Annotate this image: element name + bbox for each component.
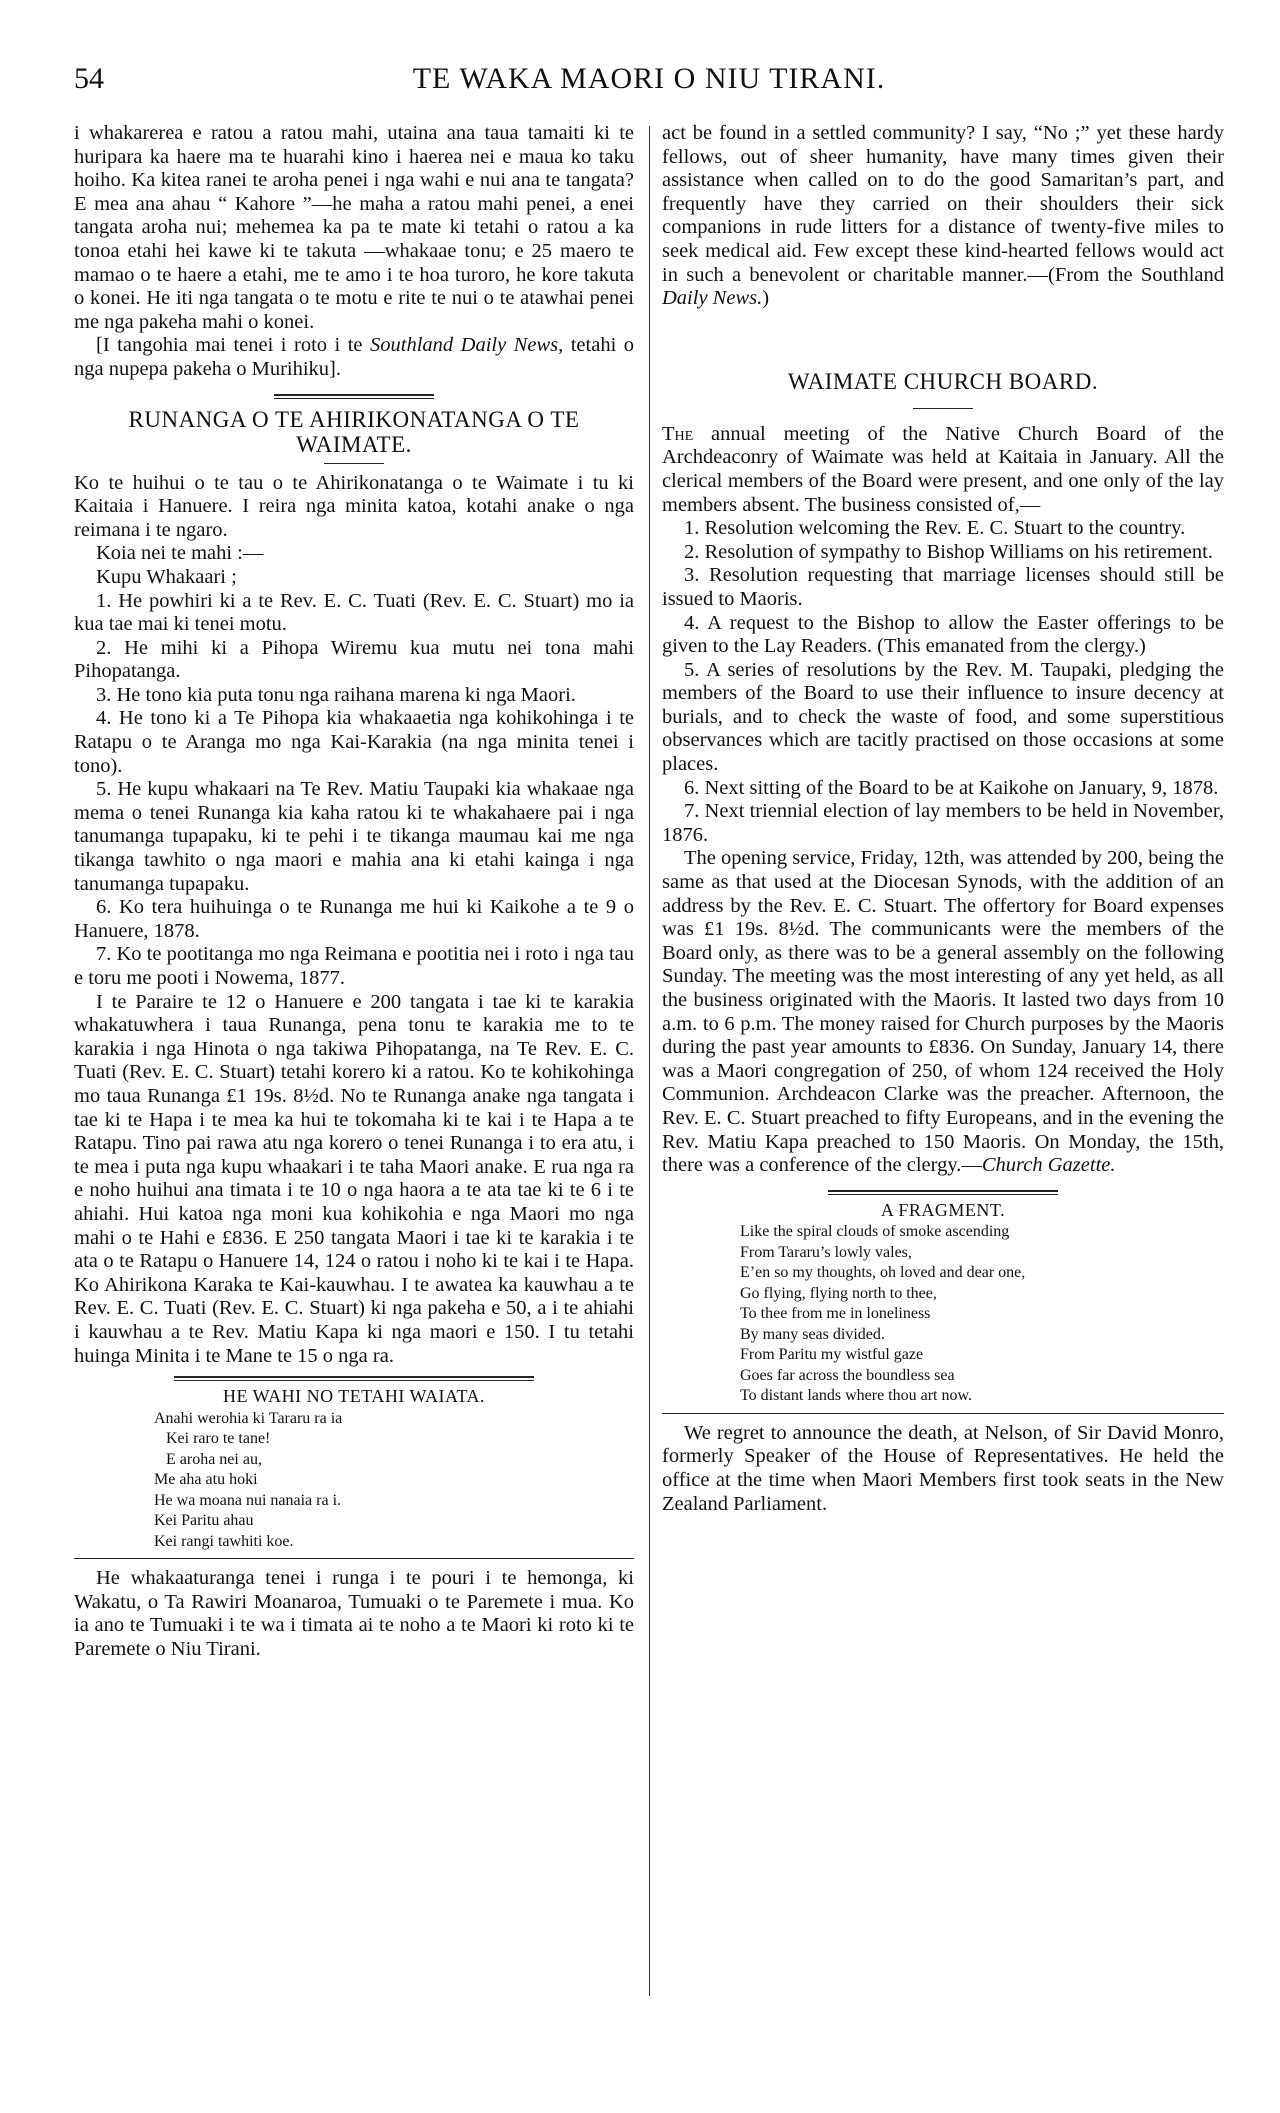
poem-line: Kei Paritu ahau <box>154 1512 254 1530</box>
left-column <box>74 122 634 1662</box>
right-column <box>662 122 1224 1516</box>
closing-text: The opening service, Friday, 12th, was attended by 200, being the same as that used at the Diocesan Synods, with the addition of an address by the Rev. E. C. Stuart. The offertory for Board expenses was £1 19s. 8½d. The communicants were the members of the Board only, as there was to be a general assembly on the following Sunday. The meeting was the most interesting of any yet held, as all the business originated with the Maoris. It lasted two days from 10 a.m. to 6 p.m. The money raised for Church purposes by the Maoris during the past year amounts to £836. On Sunday, January 14, there was a Maori congregation of 250, of whom 124 received the Holy Communion. Archdeacon Clarke was the preacher. Afternoon, the Rev. E. C. Stuart preached to fifty Europeans, and in the evening the Rev. Matiu Kapa preached to 150 Maoris. On Monday, the 15th, there was a conference of the clergy.— <box>662 847 1224 1177</box>
left-source-note <box>74 334 634 381</box>
runanga-item: 2. He mihi ki a Pihopa Wiremu kua mutu nei tona mahi Pihopatanga. <box>74 636 634 683</box>
poem-line: E’en so my thoughts, oh loved and dear one, <box>740 1264 1026 1282</box>
poem-line: By many seas divided. <box>740 1325 885 1343</box>
title-rule <box>913 408 973 409</box>
fragment-poem <box>662 1222 1224 1407</box>
waiata-title: HE WAHI NO TETAHI WAIATA. <box>222 1386 486 1407</box>
board-item: 2. Resolution of sympathy to Bishop Williams on his retirement. <box>684 540 1213 563</box>
source-note-post: , tetahi o nga nupepa pakeha o Murihiku]. <box>74 334 635 380</box>
runanga-item: 4. He tono ki a Te Pihopa kia whakaaetia nga kohikohinga i te Ratapu o te Aranga mo nga Kai-Karakia (na nga minita tenei i tono). <box>74 707 634 777</box>
board-item: 7. Next triennial election of lay members to be held in November, 1876. <box>662 800 1224 846</box>
board-item: 3. Resolution requesting that marriage licenses should still be issued to Maoris. <box>662 564 1224 610</box>
poem-line: Go flying, flying north to thee, <box>740 1284 937 1302</box>
church-board-title: WAIMATE CHURCH BOARD. <box>787 368 1099 394</box>
right-continued-paragraph <box>662 122 1224 311</box>
column-divider <box>649 126 650 1996</box>
runanga-item: 3. He tono kia puta tonu nga raihana marena ki nga Maori. <box>96 683 576 706</box>
closing-source: Church Gazette. <box>981 1154 1116 1177</box>
waiata-poem <box>74 1409 634 1553</box>
left-continued-paragraph: i whakarerea e ratou a ratou mahi, utaina ana taua tamaiti ki te huripara ka haere ma te huarahi kino i haerea nei e maua ko taku hoiho. Ka kitea ranei te aroha penei i nga wahi e nui ana te tangata? E mea ana ahau “ Kahore ”—he maha a ratou mahi penei, a enei tangata aroha nui; mehemea ka pa te mate ki tetahi o ratou a ka tonoa etahi hei kawe ki te takuta —whakaae tonu; e 25 maero te mamao o te haere a etahi, me te amo i te hoa turoro, he kore takuta o konei. He iti nga tangata o te motu e rite te nui o te atawhai penei me nga pakeha mahi o konei. <box>74 122 634 333</box>
poem-line: He wa moana nui nanaia ra i. <box>154 1491 342 1509</box>
poem-line: Kei rangi tawhiti koe. <box>154 1532 294 1550</box>
board-closing <box>662 847 1224 1177</box>
right-para-text: act be found in a settled community? I say, “No ;” yet these hardy fellows, out of sheer humanity, have many times given their assistance when called on to do the good Samaritan’s part, and frequently have they carried on their shoulders their sick companions in rude litters for a distance of twenty-five miles to seek medical aid. Few except these kind-hearted fellows would act in such a benevolent or charitable manner.—(From the Southland <box>662 122 1224 286</box>
source-note-pre: [I tangohia mai tenei i roto i te <box>96 334 370 357</box>
intro-text: annual meeting of the Native Church Board of the Archdeaconry of Waimate was held at Kaitaia in January. All the clerical members of the Board were present, and one only of the lay members absent. The business consisted of,— <box>662 422 1224 516</box>
running-title: TE WAKA MAORI O NIU TIRANI. <box>412 62 886 95</box>
board-item: 1. Resolution welcoming the Rev. E. C. Stuart to the country. <box>684 517 1186 540</box>
source-note-paper: Southland Daily News <box>370 334 559 357</box>
poem-line: Kei raro te tane! <box>166 1430 271 1448</box>
poem-line: Goes far across the boundless sea <box>740 1366 955 1384</box>
runanga-title: RUNANGA O TE AHIRIKONATANGA O TE WAIMATE. <box>128 406 580 457</box>
poem-line: From Tararu’s lowly vales, <box>740 1243 912 1261</box>
church-board-intro <box>662 423 1224 517</box>
board-item: 6. Next sitting of the Board to be at Kaikohe on January, 9, 1878. <box>684 776 1219 799</box>
lead-word: The <box>662 422 694 445</box>
fragment-title: A FRAGMENT. <box>880 1199 1006 1220</box>
board-item: 5. A series of resolutions by the Rev. M. Taupaki, pledging the members of the Board to use their influence to insure decency at burials, and to check the waste of food, and some superstitious observances which are tacitly practised on those occasions at some places. <box>662 658 1224 776</box>
runanga-kupu: Kupu Whakaari ; <box>96 565 237 588</box>
poem-line: Like the spiral clouds of smoke ascending <box>740 1223 1010 1241</box>
left-final-paragraph: He whakaaturanga tenei i runga i te pouri i te hemonga, ki Wakatu, o Ta Rawiri Moanaroa, Tumuaki o te Paremete i mua. Ko ia ano te Tumuaki i te wa i timata ai te noho a te Maori ki roto ki te Paremete o Niu Tirani. <box>74 1567 634 1660</box>
runanga-item: 1. He powhiri ki a te Rev. E. C. Tuati (Rev. E. C. Stuart) mo ia kua tae mai ki tenei motu. <box>74 589 634 636</box>
poem-line: E aroha nei au, <box>166 1450 262 1468</box>
right-para-end: ) <box>762 287 770 310</box>
runanga-closing: I te Paraire te 12 o Hanuere e 200 tangata i tae ki te karakia whakatuwhera i taua Runanga, pena tonu te karakia me to te karakia i nga Hinota o nga takiwa Pihopatanga, na Te Rev. E. C. Tuati (Rev. E. C. Stuart) tetahi korero ki a ratou. Ko te kohikohinga mo taua Runanga £1 19s. 8½d. No te Runanga anake nga tangata i tae ki te Hapa i te mea ka hui te tokomaha ki te kai i te Hapa a te Ratapu. Tino pai rawa atu nga korero o tenei Runanga i to era atu, i te mea i puta nga kupu whaakari i te taha Maori anake. E rua nga ra e noho huihui ana timata i te 10 o nga haora a te ata tae ki te 6 i te ahiahi. Hui katoa nga moni kua kohikohia e nga Maori mo nga mahi o te Hahi e £836. E 250 tangata Maori i tae ki te karakia i te ata o te Ratapu o Hanuere 14, 124 o ratou i noho ki te kai i te Hapa. Ko Ahirikona Karaka te Kai-kauwhau. I te awatea ka kauwhau a te Rev. E. C. Tuati (Rev. E. C. Stuart) ki nga pakeha e 50, a i te ahiahi i kauwhau a te Rev. Matiu Kapa ki nga maori e 150. I tu tetahi huinga Minita i te Mane te 15 o nga ra. <box>74 990 634 1367</box>
runanga-item: 5. He kupu whakaari na Te Rev. Matiu Taupaki kia whakaae nga mema o tenei Runanga kia kaha ratou ki te whakahaere pai i nga tanumanga tupapaku, ki te pehi i te tikanga maumau kai me nga tikanga tawhito o nga maori e mahia ana ki etahi kainga i nga tanumanga tupapaku. <box>74 778 634 895</box>
right-final-paragraph: We regret to announce the death, at Nelson, of Sir David Monro, formerly Speaker of the House of Representatives. He held the office at the time when Maori Members first took seats in the New Zealand Parliament. <box>662 1421 1224 1515</box>
poem-line: To distant lands where thou art now. <box>740 1387 973 1405</box>
runanga-intro: Ko te huihui o te tau o te Ahirikonatanga o te Waimate i tu ki Kaitaia i Hanuere. I reira nga minita katoa, kotahi anake o nga reimana i te ngaro. <box>74 471 634 541</box>
title-rule <box>324 463 384 464</box>
page-header <box>74 62 1224 106</box>
runanga-intro-2: Koia nei te mahi :— <box>96 542 264 565</box>
runanga-item: 6. Ko tera huihuinga o te Runanga me hui ki Kaikohe a te 9 o Hanuere, 1878. <box>74 896 634 942</box>
board-item: 4. A request to the Bishop to allow the Easter offerings to be given to the Lay Readers. (This emanated from the clergy.) <box>662 611 1224 658</box>
poem-line: To thee from me in loneliness <box>740 1305 931 1323</box>
poem-line: From Paritu my wistful gaze <box>740 1346 924 1364</box>
poem-line: Anahi werohia ki Tararu ra ia <box>154 1409 343 1427</box>
right-para-source: Daily News. <box>662 287 763 310</box>
poem-line: Me aha atu hoki <box>154 1471 258 1489</box>
page-number: 54 <box>74 62 104 95</box>
runanga-item: 7. Ko te pootitanga mo nga Reimana e pootitia nei i roto i nga tau e toru me pooti i Nowema, 1877. <box>74 943 634 989</box>
